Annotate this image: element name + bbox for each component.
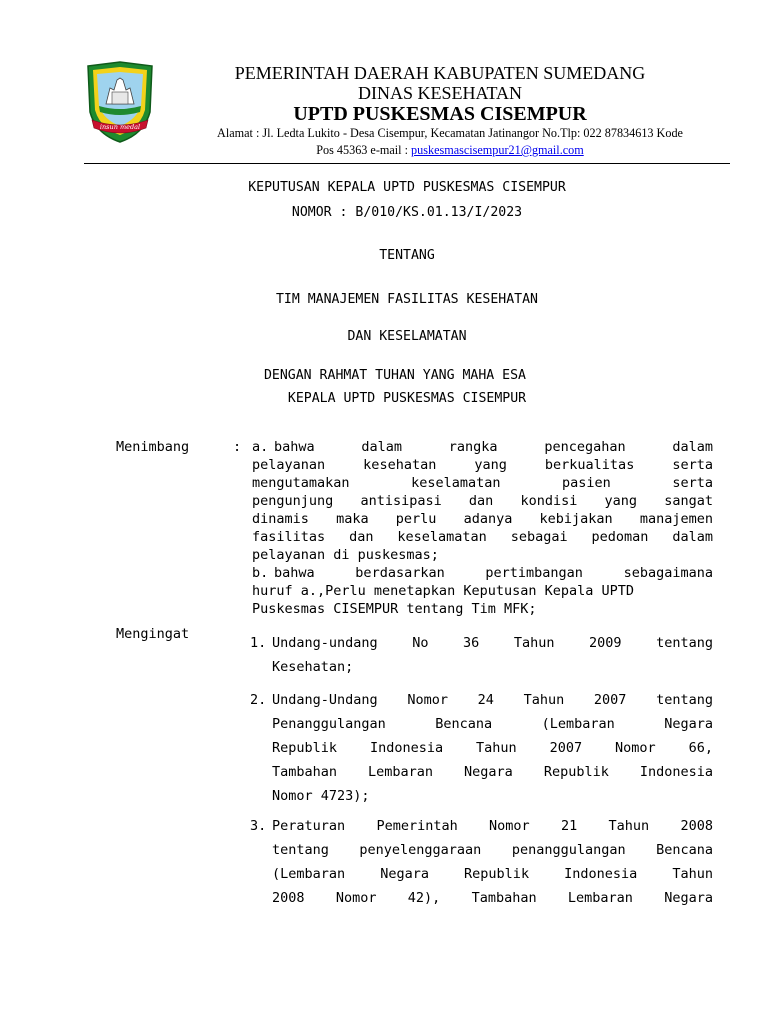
letterhead-address: Alamat : Jl. Ledta Lukito - Desa Cisempur, Kecamatan Jatinangor No.Tlp: 022 87834613 Kode xyxy=(217,126,683,140)
letterhead-institution: UPTD PUSKESMAS CISEMPUR xyxy=(293,103,587,125)
text-line: (Lembaran Negara Republik Indonesia Tahun xyxy=(272,866,713,882)
text-line: huruf a.,Perlu menetapkan Keputusan Kepala UPTD xyxy=(252,583,635,599)
text-line: pelayanan di puskesmas; xyxy=(252,547,439,563)
menimbang-item-b xyxy=(252,564,713,618)
about-heading: TENTANG xyxy=(379,248,435,263)
subject-line-1: TIM MANAJEMEN FASILITAS KESEHATAN xyxy=(275,292,538,307)
text-line: 2008 Nomor 42), Tambahan Lembaran Negara xyxy=(272,890,713,906)
letterhead-government: PEMERINTAH DAERAH KABUPATEN SUMEDANG xyxy=(234,63,646,83)
grace-formula: DENGAN RAHMAT TUHAN YANG MAHA ESA xyxy=(263,368,526,383)
sumedang-emblem-logo xyxy=(84,60,156,144)
text-line: mengutamakan keselamatan pasien serta xyxy=(252,475,713,491)
letterhead-postal-email xyxy=(170,143,730,158)
text-line: Penanggulangan Bencana (Lembaran Negara xyxy=(272,716,713,732)
decree-number: NOMOR : B/010/KS.01.13/I/2023 xyxy=(291,205,523,220)
menimbang-text xyxy=(252,438,713,564)
text-line: bahwa berdasarkan pertimbangan sebagaimana xyxy=(274,565,713,581)
menimbang-label: Menimbang xyxy=(116,439,190,455)
text-line: pelayanan kesehatan yang berkualitas serta xyxy=(252,457,713,473)
letterhead-department: DINAS KESEHATAN xyxy=(357,83,523,103)
text-line: Republik Indonesia Tahun 2007 Nomor 66, xyxy=(272,740,713,756)
item-number: 2. xyxy=(250,692,267,708)
text-line: bahwa dalam rangka pencegahan dalam xyxy=(274,439,713,455)
text-line: dinamis maka perlu adanya kebijakan manajemen xyxy=(252,511,713,527)
text-line: fasilitas dan keselamatan sebagai pedoman dalam xyxy=(252,529,713,545)
item-text xyxy=(272,688,713,808)
menimbang-marker: b. xyxy=(252,565,269,581)
text-line: Puskesmas CISEMPUR tentang Tim MFK; xyxy=(252,601,537,617)
menimbang-text xyxy=(252,564,713,618)
mengingat-label: Mengingat xyxy=(116,626,190,642)
menimbang-colon: : xyxy=(233,439,242,455)
text-line: pengunjung antisipasi dan kondisi yang sangat xyxy=(252,493,713,509)
text-line: Undang-Undang Nomor 24 Tahun 2007 tentang xyxy=(272,692,713,708)
text-line: Peraturan Pemerintah Nomor 21 Tahun 2008 xyxy=(272,818,713,834)
text-line: Tambahan Lembaran Negara Republik Indonesia xyxy=(272,764,713,780)
letterhead-divider xyxy=(84,163,730,164)
item-number: 1. xyxy=(250,635,267,651)
menimbang-list xyxy=(252,438,713,618)
menimbang-item-a xyxy=(252,438,713,564)
item-text xyxy=(272,631,713,679)
official-title: KEPALA UPTD PUSKESMAS CISEMPUR xyxy=(287,391,527,406)
email-link[interactable]: puskesmascisempur21@gmail.com xyxy=(411,143,584,157)
decree-title: KEPUTUSAN KEPALA UPTD PUSKESMAS CISEMPUR xyxy=(248,180,566,195)
logo-motto-text: insun medal xyxy=(99,123,141,131)
text-line: Kesehatan; xyxy=(272,659,354,675)
postal-code-text: Pos 45363 e-mail : xyxy=(316,143,412,157)
subject-line-2: DAN KESELAMATAN xyxy=(347,329,467,344)
menimbang-marker: a. xyxy=(252,439,269,455)
item-number: 3. xyxy=(250,818,267,834)
text-line: Nomor 4723); xyxy=(272,788,370,804)
text-line: Undang-undang No 36 Tahun 2009 tentang xyxy=(272,635,713,651)
text-line: tentang penyelenggaraan penanggulangan Bencana xyxy=(272,842,713,858)
item-text xyxy=(272,814,713,910)
